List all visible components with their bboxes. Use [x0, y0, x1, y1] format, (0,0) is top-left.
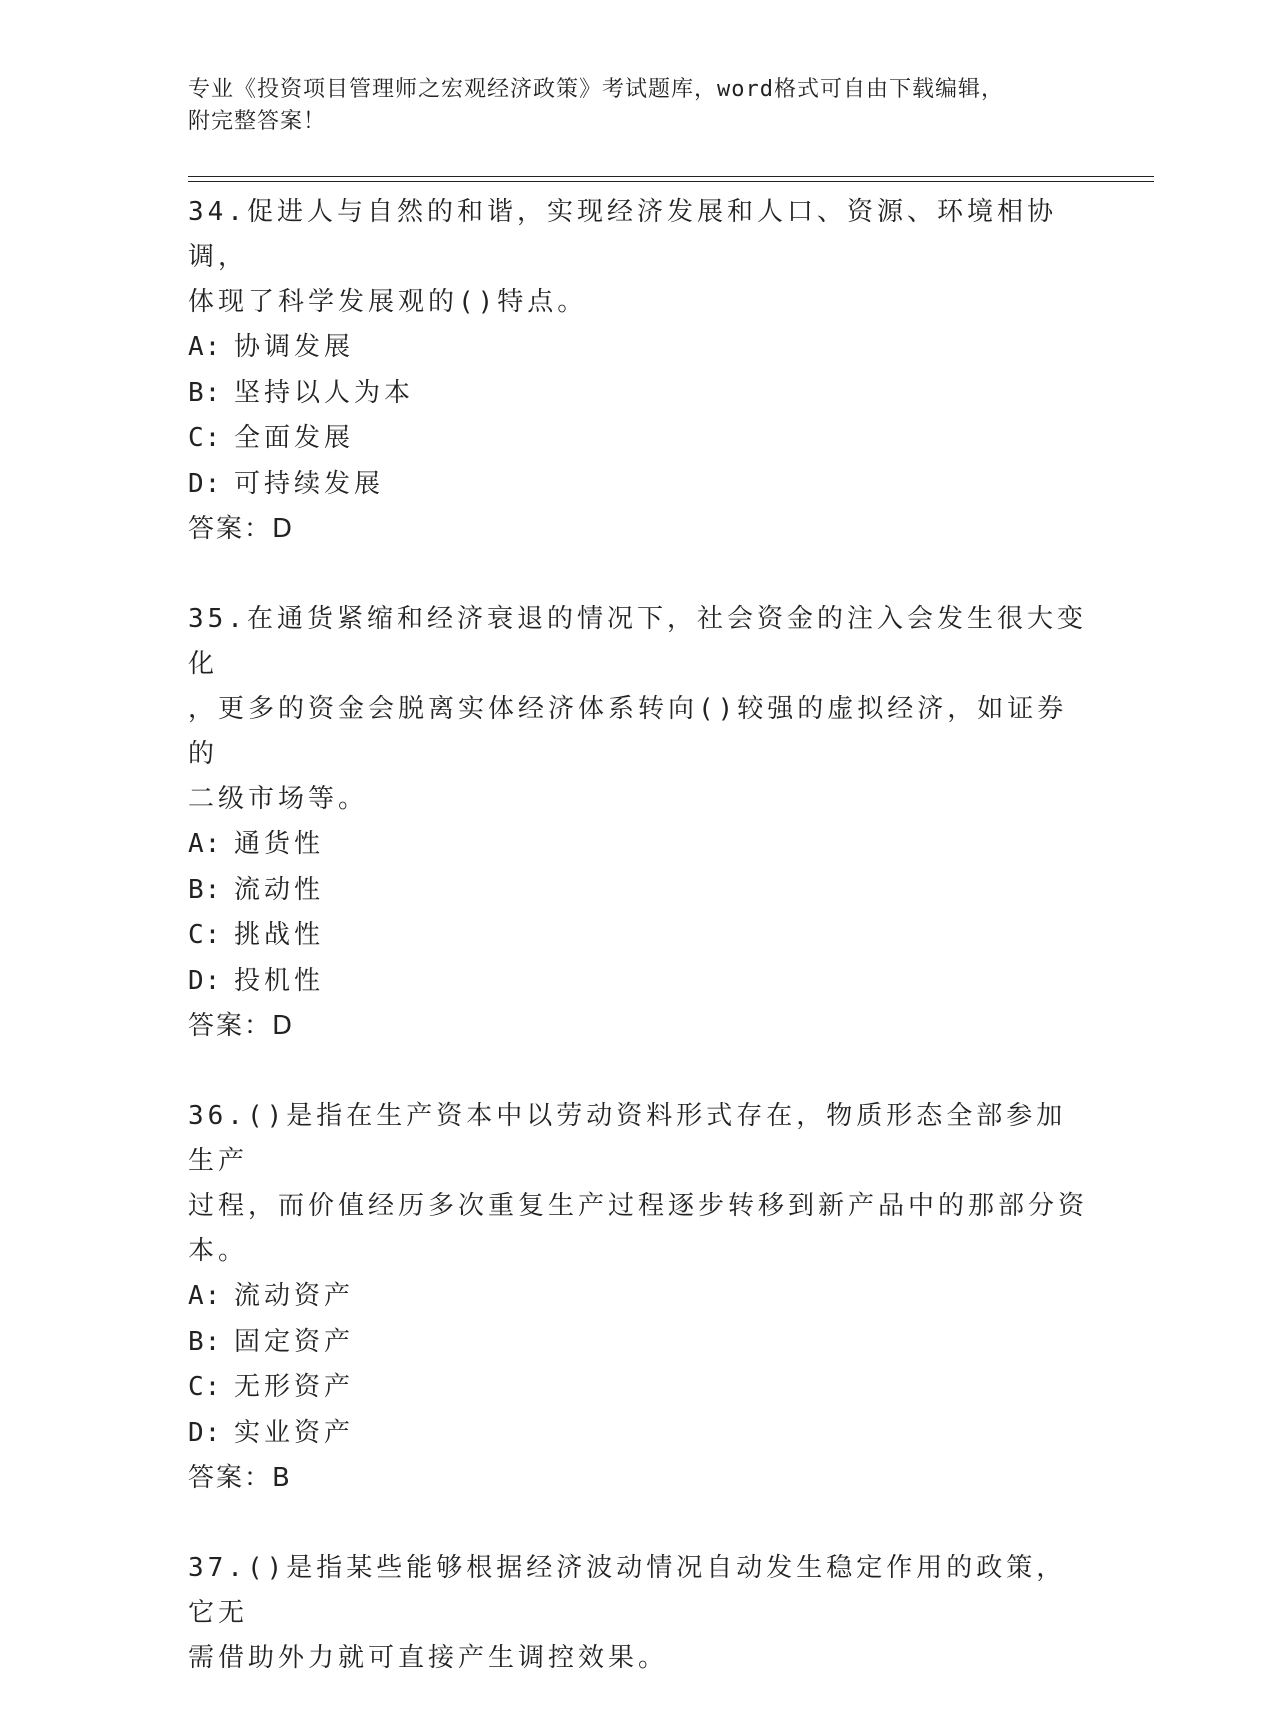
- question-stem: [188, 1094, 1088, 1274]
- option-text: 流动性: [234, 874, 325, 905]
- option-text: 固定资产: [234, 1326, 355, 1357]
- option-letter: A:: [188, 829, 222, 859]
- option-letter: B:: [188, 377, 222, 408]
- option-letter: B:: [188, 1326, 222, 1357]
- option-letter: D:: [188, 1417, 222, 1448]
- option-text: 流动资产: [234, 1281, 355, 1311]
- option-text: 协调发展: [234, 332, 355, 362]
- option-d: [188, 462, 1088, 508]
- question-stem: [188, 1546, 1088, 1681]
- question-stem-line: 36.()是指在生产资本中以劳动资料形式存在，物质形态全部参加生产: [188, 1101, 1067, 1176]
- option-c: [188, 1365, 1088, 1411]
- question-stem-line: ，更多的资金会脱离实体经济体系转向()较强的虚拟经济，如证券的: [188, 694, 1068, 769]
- option-c: [188, 416, 1088, 462]
- option-letter: A:: [188, 332, 222, 362]
- option-text: 无形资产: [234, 1372, 355, 1402]
- option-b: [188, 868, 1088, 914]
- question-34: [188, 190, 1088, 552]
- option-b: [188, 371, 1088, 417]
- option-text: 实业资产: [234, 1417, 355, 1448]
- header-divider-bottom: [188, 181, 1154, 182]
- question-stem: [188, 597, 1088, 822]
- option-text: 挑战性: [234, 920, 325, 950]
- option-a: [188, 325, 1088, 371]
- header-line-2: 附完整答案！: [188, 109, 327, 134]
- header-line-1: 专业《投资项目管理师之宏观经济政策》考试题库，word格式可自由下载编辑，: [188, 77, 1004, 102]
- option-b: [188, 1320, 1088, 1366]
- question-stem: [188, 190, 1088, 325]
- document-header: [188, 74, 1088, 138]
- option-text: 可持续发展: [234, 468, 385, 499]
- option-text: 坚持以人为本: [234, 377, 415, 408]
- option-letter: D:: [188, 468, 222, 499]
- option-d: [188, 1411, 1088, 1457]
- question-stem-line: 34.促进人与自然的和谐，实现经济发展和人口、资源、环境相协调，: [188, 197, 1057, 272]
- option-letter: C:: [188, 1372, 222, 1402]
- question-stem-line: 37.()是指某些能够根据经济波动情况自动发生稳定作用的政策，它无: [188, 1553, 1067, 1628]
- option-letter: B:: [188, 874, 222, 905]
- question-list: [188, 190, 1088, 1726]
- option-letter: D:: [188, 965, 222, 996]
- option-letter: A:: [188, 1281, 222, 1311]
- header-divider-top: [188, 176, 1154, 177]
- answer-line: 答案：D: [188, 514, 295, 544]
- option-text: 投机性: [234, 965, 325, 996]
- question-stem-line: 过程，而价值经历多次重复生产过程逐步转移到新产品中的那部分资: [188, 1191, 1089, 1221]
- question-stem-line: 35.在通货紧缩和经济衰退的情况下，社会资金的注入会发生很大变化: [188, 604, 1087, 679]
- question-35: [188, 597, 1088, 1049]
- answer-line: 答案：D: [188, 1011, 295, 1041]
- answer-line: 答案：B: [188, 1463, 292, 1493]
- option-text: 全面发展: [234, 423, 355, 453]
- option-text: 通货性: [234, 829, 325, 859]
- option-letter: C:: [188, 920, 222, 950]
- option-d: [188, 959, 1088, 1005]
- question-stem-line: 体现了科学发展观的()特点。: [188, 287, 588, 317]
- question-36: [188, 1094, 1088, 1501]
- question-stem-line: 本。: [188, 1236, 249, 1266]
- question-stem-line: 需借助外力就可直接产生调控效果。: [188, 1643, 669, 1673]
- option-a: [188, 1274, 1088, 1320]
- option-a: [188, 822, 1088, 868]
- option-letter: C:: [188, 423, 222, 453]
- question-37: [188, 1546, 1088, 1681]
- question-stem-line: 二级市场等。: [188, 784, 369, 814]
- option-c: [188, 913, 1088, 959]
